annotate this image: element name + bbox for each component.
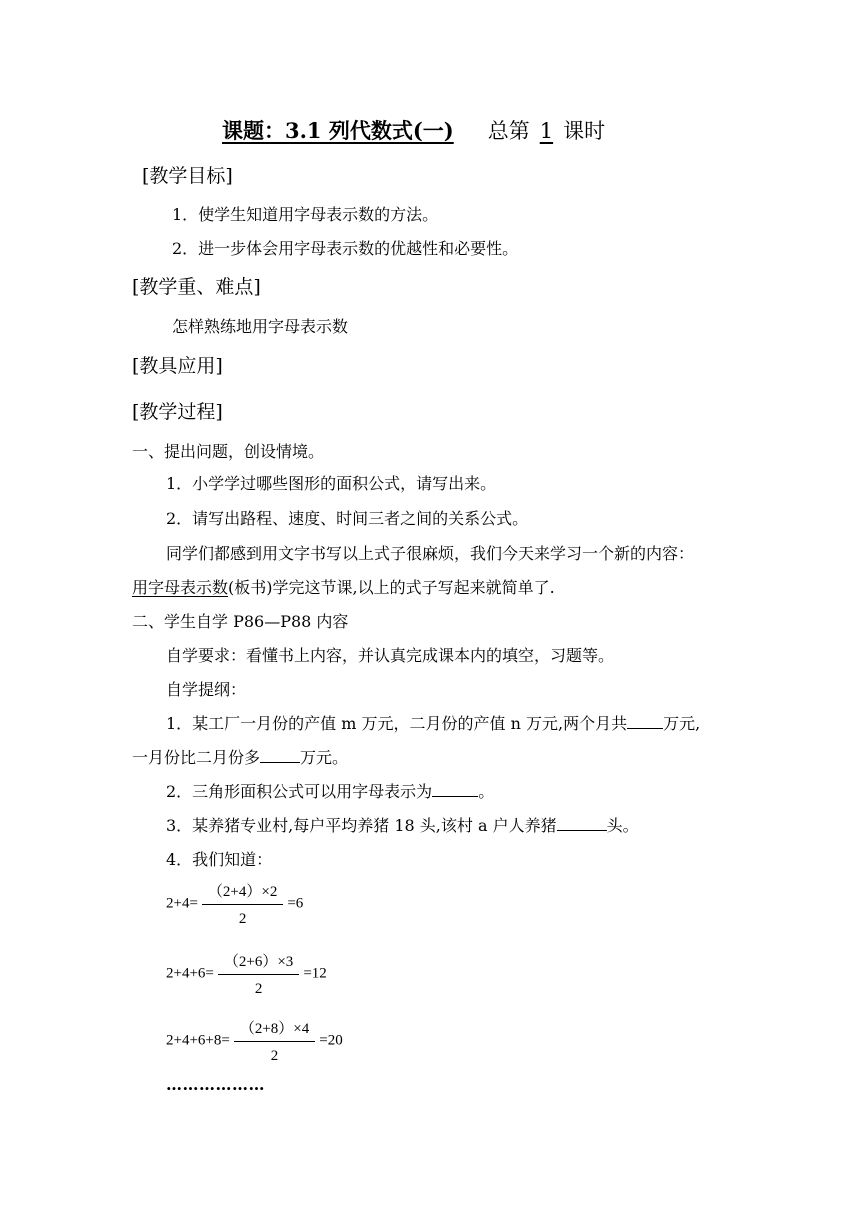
equation-2: 2+4+6= $\frac{(2+6)\times 3}{2}$ =12	[166, 950, 327, 998]
equation-3: 2+4+6+8= $\frac{(2+8)\times 4}{2}$ =20	[166, 1017, 343, 1065]
self-study-outline: 自学提纲：	[166, 680, 247, 699]
equation-1: 2+4= $\frac{(2+4)\times 2}{2}$ =6	[166, 880, 303, 928]
objectives-heading: [教学目标]	[142, 165, 233, 187]
objective-item: 2．进一步体会用字母表示数的优越性和必要性。	[172, 239, 519, 258]
intro-line-2: 用字母表示数(板书)学完这节课,以上的式子写起来就简单了.	[132, 578, 555, 597]
fraction: $\frac{(2+4)\times 2}{2}$	[202, 880, 283, 928]
answer-blank	[260, 748, 300, 763]
tools-heading: [教具应用]	[132, 355, 223, 377]
question-4: 4．我们知道：	[166, 850, 273, 869]
key-points-heading: [教学重、难点]	[132, 276, 261, 298]
process-heading: [教学过程]	[132, 401, 223, 423]
intro-underlined: 用字母表示数	[132, 578, 229, 597]
answer-blank	[432, 782, 478, 797]
ellipsis: ………………	[166, 1075, 265, 1094]
answer-blank	[627, 714, 663, 729]
lesson-number: 1	[539, 119, 554, 143]
lesson-title: 课题：3.1 列代数式(一)	[222, 118, 454, 143]
intro-line-1: 同学们都感到用文字书写以上式子很麻烦，我们今天来学习一个新的内容：	[166, 544, 695, 563]
part1-item: 2．请写出路程、速度、时间三者之间的关系公式。	[166, 509, 529, 528]
page-title	[222, 115, 605, 145]
part1-item: 1．小学学过哪些图形的面积公式，请写出来。	[166, 474, 497, 493]
question-1-cont: 一月份比二月份多 万元。	[132, 748, 349, 767]
lesson-count: 总第 1 课时	[487, 119, 606, 143]
fraction: $\frac{(2+8)\times 4}{2}$	[234, 1017, 315, 1065]
answer-blank	[557, 816, 607, 831]
self-study-requirement: 自学要求：看懂书上内容，并认真完成课本内的填空，习题等。	[166, 646, 615, 665]
question-2: 2．三角形面积公式可以用字母表示为 。	[166, 782, 495, 801]
part1-title: 一、提出问题，创设情境。	[132, 442, 325, 461]
key-points-text: 怎样熟练地用字母表示数	[172, 317, 349, 336]
part2-title: 二、学生自学 P86—P88 内容	[132, 612, 349, 631]
fraction: $\frac{(2+6)\times 3}{2}$	[218, 950, 299, 998]
question-1: 1．某工厂一月份的产值 m 万元，二月份的产值 n 万元,两个月共 万元,	[166, 714, 701, 733]
question-3: 3．某养猪专业村,每户平均养猪 18 头,该村 a 户人养猪 头。	[166, 816, 639, 835]
objective-item: 1．使学生知道用字母表示数的方法。	[172, 205, 439, 224]
